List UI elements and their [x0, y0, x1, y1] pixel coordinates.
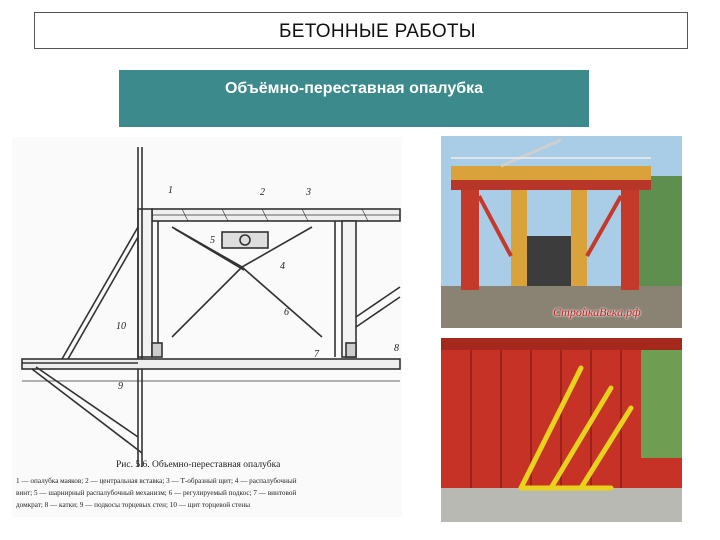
drawing-label: 6 — [284, 307, 289, 318]
slide-title: БЕТОННЫЕ РАБОТЫ — [279, 21, 476, 42]
formwork-drawing-svg — [12, 137, 402, 517]
drawing-label: 9 — [118, 381, 123, 392]
drawing-caption-title: Рис. 5.6. Объемно-переставная опалубка — [116, 460, 281, 470]
drawing-label: 3 — [306, 187, 311, 198]
formwork-site-illustration — [441, 136, 682, 328]
technical-drawing — [12, 137, 402, 517]
slide-title-box — [34, 12, 688, 49]
drawing-caption-line: винт; 5 — шарнирный распалубочный механизм; 6 — регулируемый подкос; 7 — винтовой — [16, 489, 297, 497]
drawing-label: 7 — [314, 349, 319, 360]
drawing-label: 10 — [116, 321, 126, 332]
drawing-label: 2 — [260, 187, 265, 198]
drawing-label: 4 — [280, 261, 285, 272]
drawing-label: 1 — [168, 185, 173, 196]
formwork-braces-photo — [441, 338, 682, 522]
drawing-label: 8 — [394, 343, 399, 354]
watermark-text: СтройкаВека.рф — [553, 305, 641, 319]
drawing-lines — [22, 147, 400, 467]
formwork-braces-illustration — [441, 338, 682, 522]
subtitle-text: Объёмно-переставная опалубка — [224, 80, 484, 97]
formwork-site-photo — [441, 136, 682, 328]
drawing-label: 5 — [210, 235, 215, 246]
subtitle-banner — [119, 70, 589, 127]
drawing-caption-line: 1 — опалубка маяков; 2 — центральная вставка; 3 — Т-образный щит; 4 — распалубочный — [16, 477, 297, 485]
drawing-caption-line: домкрат; 8 — катки; 9 — подкосы торцевых стен; 10 — щит торцевой стены — [16, 501, 251, 509]
